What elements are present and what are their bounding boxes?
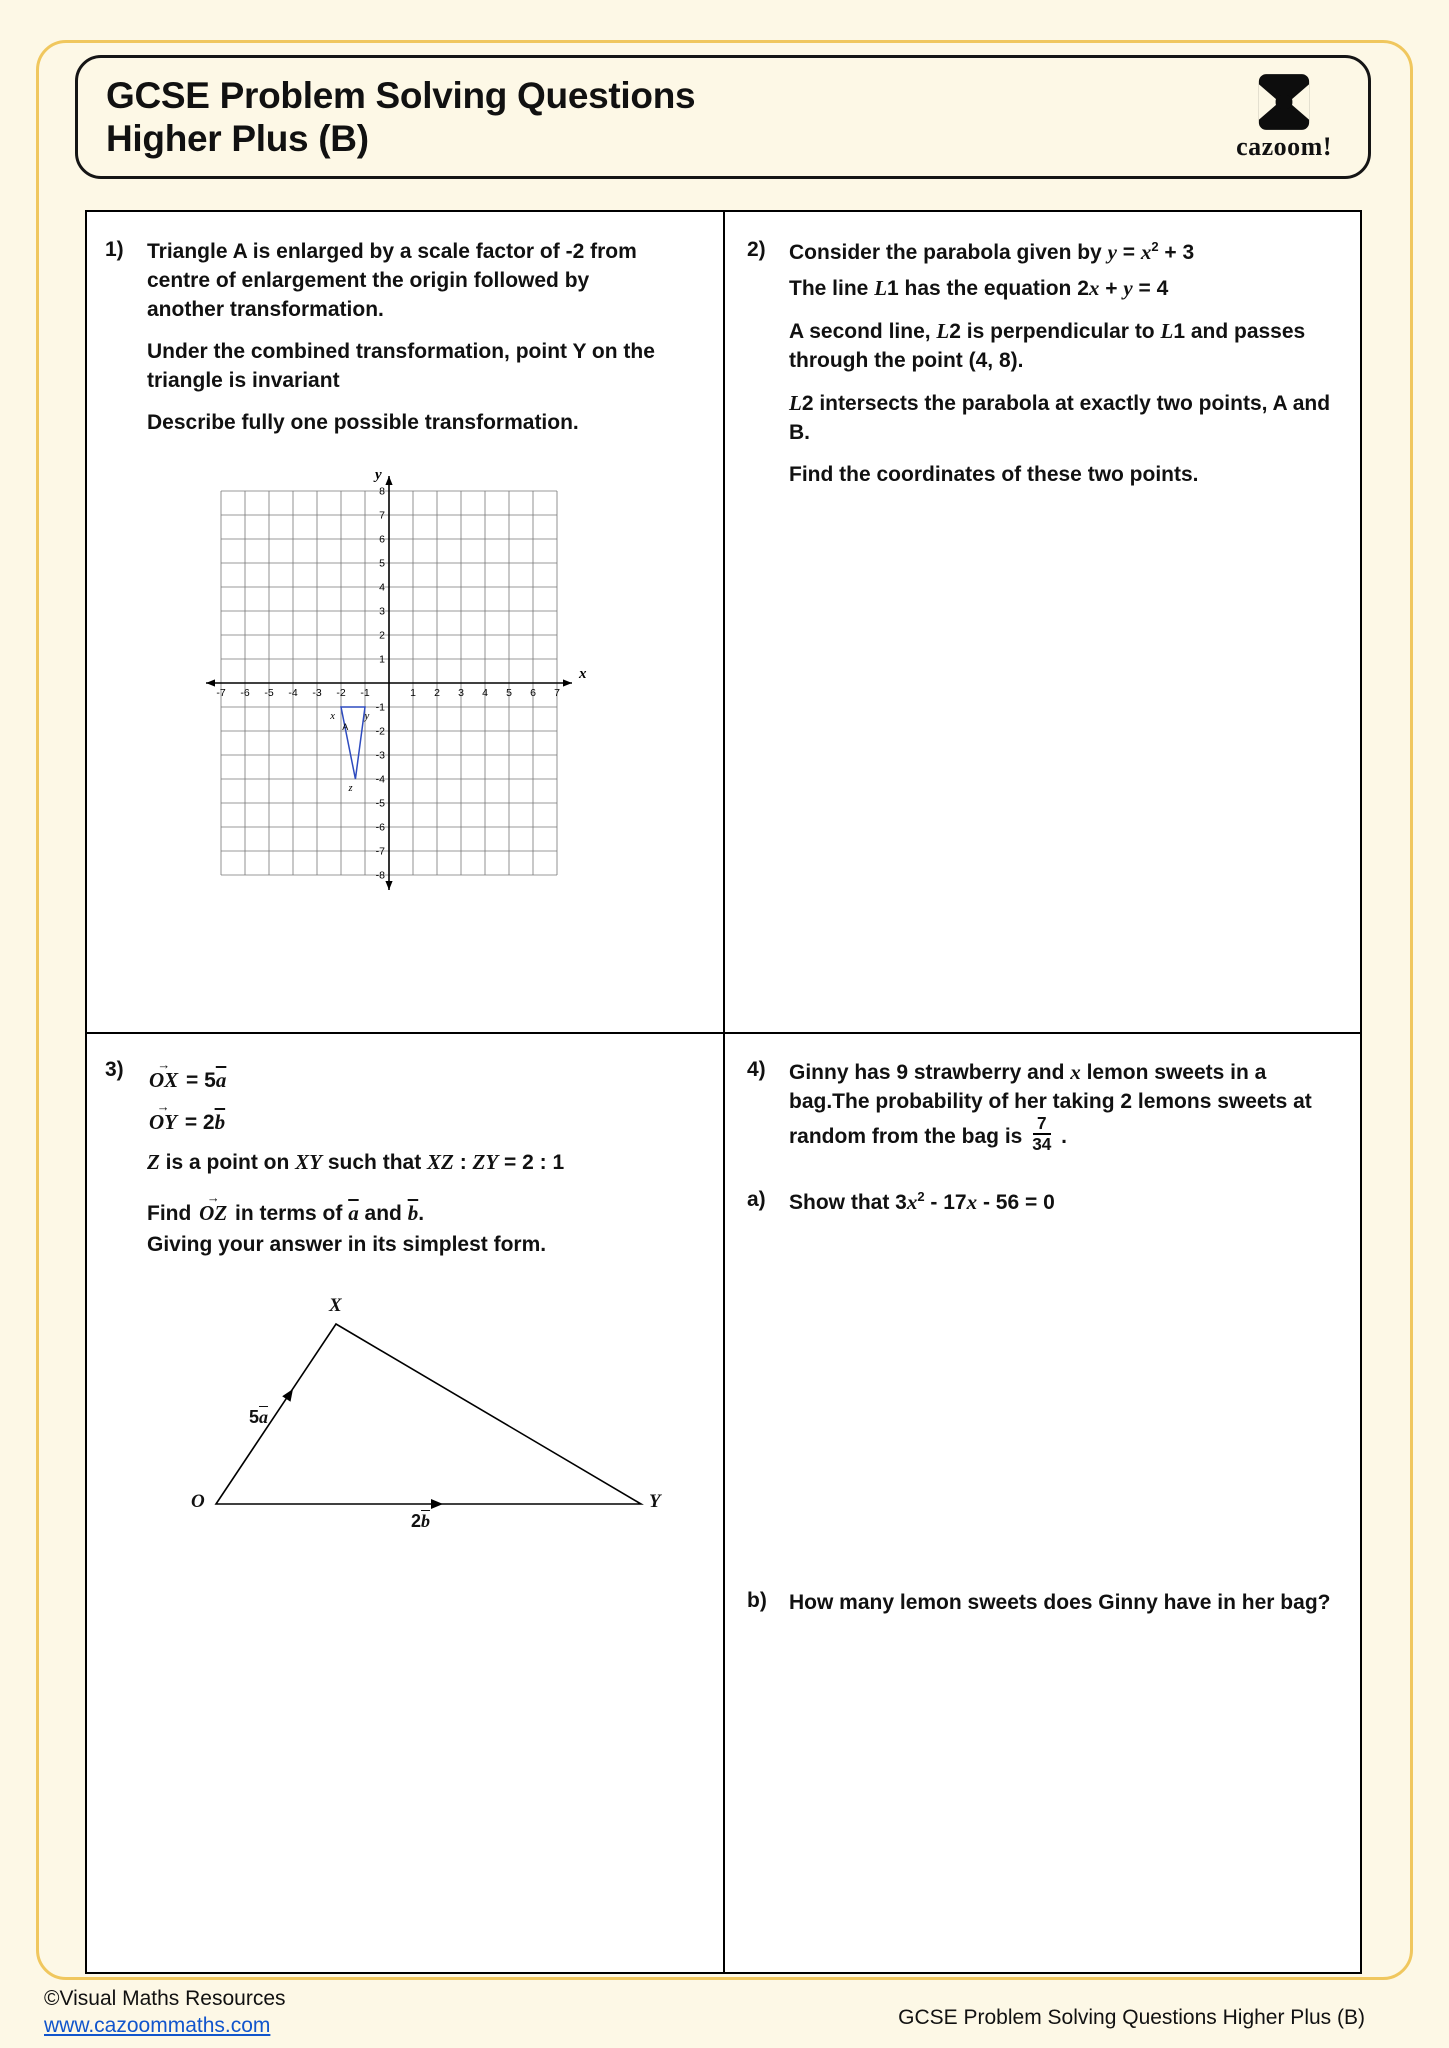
question-2-cell xyxy=(725,212,1362,1032)
page-title-line2: Higher Plus (B) xyxy=(106,118,369,159)
svg-text:A: A xyxy=(342,721,349,732)
svg-text:4: 4 xyxy=(482,686,488,699)
svg-text:5: 5 xyxy=(506,686,512,699)
question-1-paragraph: Describe fully one possible transformation. xyxy=(147,410,579,434)
question-2-line: The line L1 has the equation 2x + y = 4 xyxy=(789,275,1169,300)
svg-text:-6: -6 xyxy=(240,686,250,699)
page-title xyxy=(106,74,695,161)
question-3-line: Giving your answer in its simplest form. xyxy=(147,1232,547,1256)
question-2-number: 2) xyxy=(747,238,766,261)
question-2-line: Find the coordinates of these two points. xyxy=(789,462,1199,486)
vector-equation: → OX = $5\overline{a}$ xyxy=(147,1058,564,1096)
svg-text:7: 7 xyxy=(554,686,560,699)
question-4a-label: a) xyxy=(747,1187,766,1211)
question-2-line: L2 intersects the parabola at exactly two points, A and B. xyxy=(789,390,1331,444)
svg-text:-3: -3 xyxy=(375,749,385,762)
svg-text:-2: -2 xyxy=(375,725,385,738)
header xyxy=(75,55,1371,179)
svg-text:-1: -1 xyxy=(360,686,370,699)
question-3-cell xyxy=(87,1034,723,1974)
svg-text:y: y xyxy=(364,710,370,722)
svg-text:-7: -7 xyxy=(375,845,385,858)
svg-text:z: z xyxy=(348,782,353,794)
svg-text:1: 1 xyxy=(379,653,385,666)
question-4b-label: b) xyxy=(747,1589,767,1613)
cazoom-logo-icon xyxy=(1257,73,1311,131)
vertex-label-X: X xyxy=(329,1294,342,1316)
edge-label-2b: $2\overline{b}$ xyxy=(411,1510,431,1531)
svg-text:3: 3 xyxy=(458,686,464,699)
svg-text:5: 5 xyxy=(379,557,385,570)
question-4-number: 4) xyxy=(747,1058,766,1081)
cazoom-logo xyxy=(1236,73,1332,162)
svg-text:-5: -5 xyxy=(375,797,385,810)
worksheet-content xyxy=(85,210,1362,1974)
svg-text:-3: -3 xyxy=(312,686,322,699)
svg-text:3: 3 xyxy=(379,605,385,618)
question-3-line: Find → OZ in terms of $\overline{a}$ and $\overline{b}$. xyxy=(147,1191,564,1229)
svg-text:4: 4 xyxy=(379,581,385,594)
page-title-line1: GCSE Problem Solving Questions xyxy=(106,74,696,116)
footer-left xyxy=(44,1986,286,2040)
svg-text:1: 1 xyxy=(410,686,416,699)
footer-right: GCSE Problem Solving Questions Higher Plus (B) xyxy=(898,2006,1365,2029)
oy-direction-arrow xyxy=(431,1499,443,1509)
vector-triangle-figure xyxy=(141,1294,701,1551)
svg-text:y: y xyxy=(375,466,382,483)
question-4b-text: How many lemon sweets does Ginny have in her bag? xyxy=(789,1591,1331,1615)
svg-text:x: x xyxy=(330,710,335,722)
question-3-line: Z is a point on XY such that XZ : ZY = 2 : 1 xyxy=(147,1149,565,1174)
svg-text:-1: -1 xyxy=(375,701,385,714)
svg-text:x: x xyxy=(579,665,587,682)
question-2-line: A second line, L2 is perpendicular to L1 and passes through the point (4, 8). xyxy=(789,318,1306,372)
svg-text:2: 2 xyxy=(434,686,440,699)
svg-text:6: 6 xyxy=(530,686,536,699)
vertex-label-Y: Y xyxy=(649,1490,661,1512)
question-1-text xyxy=(147,238,662,451)
cazoommaths-link[interactable]: www.cazoommaths.com xyxy=(44,2013,271,2037)
question-1-paragraph: Triangle A is enlarged by a scale factor of -2 from centre of enlargement the origin followed by another transformation. xyxy=(147,240,637,321)
svg-text:8: 8 xyxy=(379,485,385,498)
question-1-paragraph: Under the combined transformation, point Y on the triangle is invariant xyxy=(147,339,655,392)
question-2-text xyxy=(789,238,1349,503)
svg-text:6: 6 xyxy=(379,533,385,546)
edge-label-5a: $5\overline{a}$ xyxy=(249,1406,269,1427)
question-3-text xyxy=(147,1058,564,1273)
ox-direction-arrow xyxy=(282,1386,297,1402)
question-1-cell xyxy=(87,212,723,1032)
copyright-text: ©Visual Maths Resources xyxy=(44,1987,286,2010)
svg-text:-8: -8 xyxy=(375,869,385,882)
svg-text:-5: -5 xyxy=(264,686,274,699)
question-4-intro: Ginny has 9 strawberry and x lemon sweets in a bag.The probability of her taking 2 lemons sweets at random from the bag is $\frac{7}{34}$ . xyxy=(789,1060,1312,1155)
question-4a-text: Show that $3x^2 - 17x - 56 = 0$ xyxy=(789,1188,1055,1214)
fraction: $\frac{7}{34}$ xyxy=(1032,1112,1052,1155)
question-1-number: 1) xyxy=(105,238,124,261)
svg-text:-2: -2 xyxy=(336,686,346,699)
svg-text:-7: -7 xyxy=(216,686,226,699)
question-2-line: Consider the parabola given by $y = x^2 + 3$ xyxy=(789,239,1195,264)
svg-text:-4: -4 xyxy=(288,686,298,699)
svg-text:-4: -4 xyxy=(375,773,385,786)
question-4-cell xyxy=(725,1034,1362,1974)
vertex-label-O: O xyxy=(191,1490,205,1512)
svg-text:2: 2 xyxy=(379,629,385,642)
cazoom-logo-text: cazoom! xyxy=(1236,131,1332,161)
vector-equation: → OY = $2\overline{b}$ xyxy=(147,1100,564,1138)
svg-text:7: 7 xyxy=(379,509,385,522)
question-3-number: 3) xyxy=(105,1058,124,1081)
coordinate-grid-figure xyxy=(177,465,711,908)
svg-text:-6: -6 xyxy=(375,821,385,834)
